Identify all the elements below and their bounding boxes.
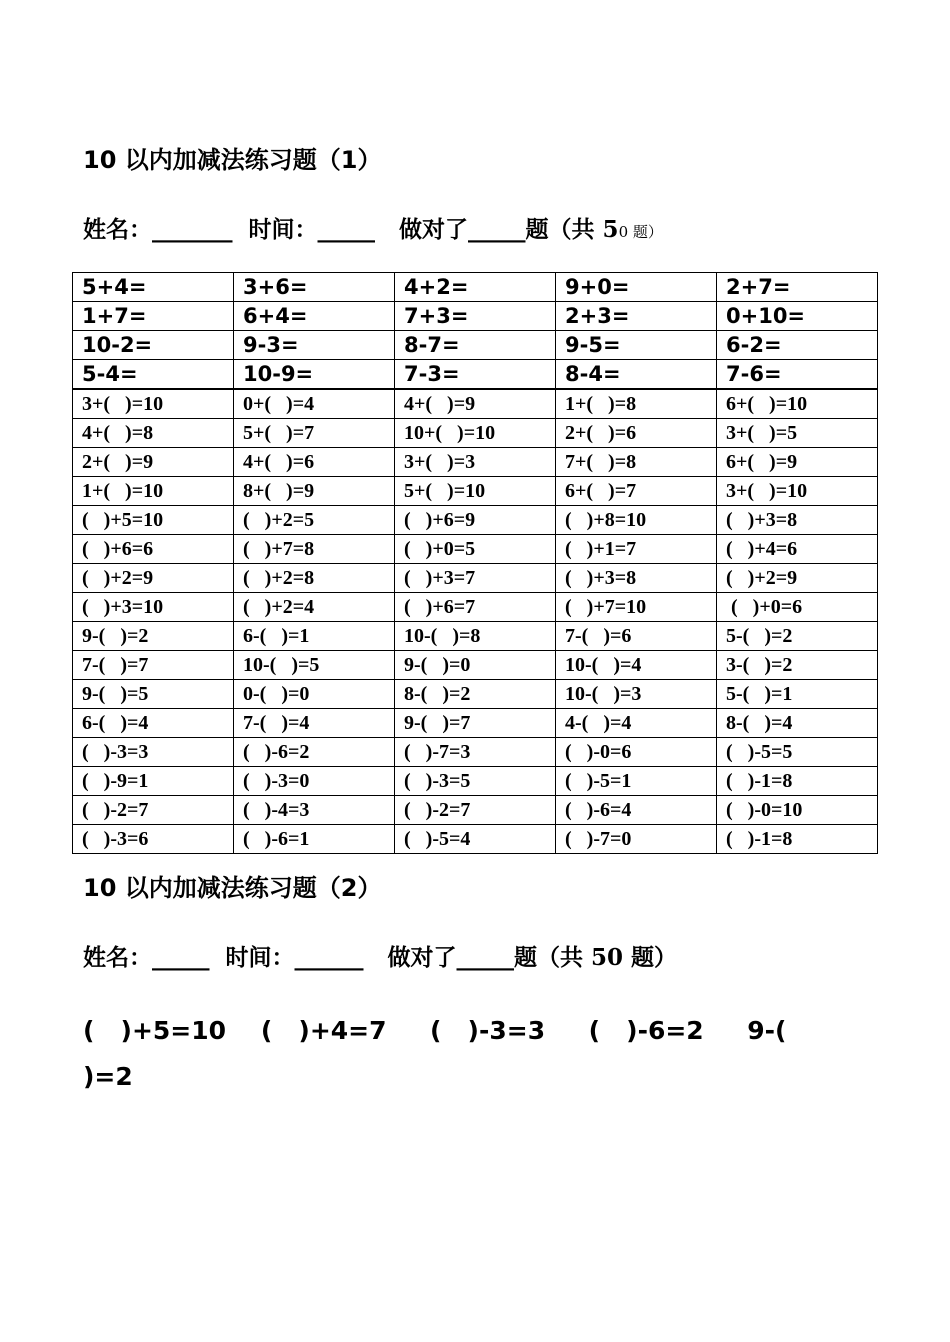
exercise-cell: ( )+2=8 bbox=[234, 564, 395, 593]
table-row bbox=[73, 622, 878, 651]
exercise-cell: ( )+0=5 bbox=[395, 535, 556, 564]
exercise-cell: 10-2= bbox=[73, 331, 234, 360]
exercise-cell: ( )-9=1 bbox=[73, 767, 234, 796]
exercise-cell: ( )+2=5 bbox=[234, 506, 395, 535]
table-row bbox=[73, 448, 878, 477]
exercise-cell: ( )-4=3 bbox=[234, 796, 395, 825]
exercise-cell: ( )+5=10 bbox=[73, 506, 234, 535]
table-row bbox=[73, 738, 878, 767]
table-row bbox=[73, 535, 878, 564]
exercise-cell: 7+( )=8 bbox=[556, 448, 717, 477]
exercise-cell: ( )-7=0 bbox=[556, 825, 717, 854]
exercise-cell: 2+( )=9 bbox=[73, 448, 234, 477]
exercise-cell: 4-( )=4 bbox=[556, 709, 717, 738]
exercise-cell: 0+10= bbox=[717, 302, 878, 331]
section1-info-line bbox=[83, 215, 663, 247]
exercise-cell: 10-( )=3 bbox=[556, 680, 717, 709]
exercise-cell: ( )-3=0 bbox=[234, 767, 395, 796]
table-row bbox=[73, 709, 878, 738]
exercise-cell: 7+3= bbox=[395, 302, 556, 331]
exercise-cell: 9-3= bbox=[234, 331, 395, 360]
exercise-cell: 6-2= bbox=[717, 331, 878, 360]
exercise-cell: 10+( )=10 bbox=[395, 419, 556, 448]
exercise-cell: 6+( )=10 bbox=[717, 389, 878, 419]
exercise-cell: 7-3= bbox=[395, 360, 556, 390]
exercise-cell: 8-7= bbox=[395, 331, 556, 360]
exercise-cell: ( )-6=1 bbox=[234, 825, 395, 854]
exercise-cell: ( )+2=9 bbox=[717, 564, 878, 593]
exercise-cell: 6+( )=7 bbox=[556, 477, 717, 506]
table-row bbox=[73, 593, 878, 622]
table-row bbox=[73, 680, 878, 709]
section1-title-end: ） bbox=[357, 145, 382, 174]
exercise-cell: 0-( )=0 bbox=[234, 680, 395, 709]
exercise-cell: 9-( )=7 bbox=[395, 709, 556, 738]
exercise-cell: ( )-0=6 bbox=[556, 738, 717, 767]
exercise-cell: 5+4= bbox=[73, 273, 234, 302]
exercise-cell: 6+( )=9 bbox=[717, 448, 878, 477]
exercise-cell: ( )-0=10 bbox=[717, 796, 878, 825]
exercise-cell: ( )+3=8 bbox=[717, 506, 878, 535]
exercise-cell: 5+( )=10 bbox=[395, 477, 556, 506]
exercise-cell: ( )+4=6 bbox=[717, 535, 878, 564]
exercise-cell: ( )-3=6 bbox=[73, 825, 234, 854]
table-row bbox=[73, 331, 878, 360]
section1-title-index: 1 bbox=[340, 146, 358, 174]
exercise-cell: 7-( )=4 bbox=[234, 709, 395, 738]
exercise-cell: 6-( )=4 bbox=[73, 709, 234, 738]
exercise-cell: ( )+7=10 bbox=[556, 593, 717, 622]
section2-title-index: 2 bbox=[340, 874, 358, 902]
exercise-table-body bbox=[73, 273, 878, 854]
exercise-cell: 2+3= bbox=[556, 302, 717, 331]
table-row bbox=[73, 477, 878, 506]
exercise-cell: ( )+1=7 bbox=[556, 535, 717, 564]
section1-info-text: 姓名：_______ 时间：_____ 做对了_____题（共 5 bbox=[83, 216, 619, 243]
exercise-cell: 8-( )=2 bbox=[395, 680, 556, 709]
exercise-cell: 8-( )=4 bbox=[717, 709, 878, 738]
exercise-cell: ( )-1=8 bbox=[717, 825, 878, 854]
exercise-cell: 9-5= bbox=[556, 331, 717, 360]
exercise-cell: 1+( )=8 bbox=[556, 389, 717, 419]
table-row bbox=[73, 651, 878, 680]
exercise-cell: ( )+6=9 bbox=[395, 506, 556, 535]
section2-info-line bbox=[83, 943, 677, 973]
exercise-cell: 7-( )=6 bbox=[556, 622, 717, 651]
section2-exercise-items: ( )+5=10 ( )+4=7 ( )-3=3 ( )-6=2 9-( )=2 bbox=[83, 1016, 813, 1091]
section1-info-small: 0 题） bbox=[618, 223, 663, 241]
exercise-cell: ( )+6=7 bbox=[395, 593, 556, 622]
exercise-cell: 2+( )=6 bbox=[556, 419, 717, 448]
exercise-cell: 10-( )=4 bbox=[556, 651, 717, 680]
exercise-cell: 0+( )=4 bbox=[234, 389, 395, 419]
table-row bbox=[73, 796, 878, 825]
exercise-cell: 2+7= bbox=[717, 273, 878, 302]
exercise-cell: 9-( )=2 bbox=[73, 622, 234, 651]
exercise-cell: 9-( )=0 bbox=[395, 651, 556, 680]
section1-title-text: 以内加减法练习题（ bbox=[124, 145, 341, 174]
table-row bbox=[73, 389, 878, 419]
exercise-cell: 3-( )=2 bbox=[717, 651, 878, 680]
exercise-cell: ( )-5=1 bbox=[556, 767, 717, 796]
exercise-cell: ( )-6=4 bbox=[556, 796, 717, 825]
table-row bbox=[73, 506, 878, 535]
exercise-cell: ( )+7=8 bbox=[234, 535, 395, 564]
exercise-cell: ( )-2=7 bbox=[395, 796, 556, 825]
exercise-cell: 3+( )=5 bbox=[717, 419, 878, 448]
table-row bbox=[73, 564, 878, 593]
table-row bbox=[73, 273, 878, 302]
exercise-cell: ( )+3=10 bbox=[73, 593, 234, 622]
exercise-cell: 8+( )=9 bbox=[234, 477, 395, 506]
exercise-cell: ( )-5=5 bbox=[717, 738, 878, 767]
exercise-cell: ( )+2=9 bbox=[73, 564, 234, 593]
section2-info-text: 姓名：_____ 时间：______ 做对了_____题（共 50 题） bbox=[83, 944, 678, 971]
exercise-cell: ( )+3=8 bbox=[556, 564, 717, 593]
exercise-cell: ( )+8=10 bbox=[556, 506, 717, 535]
exercise-cell: 6-( )=1 bbox=[234, 622, 395, 651]
table-row bbox=[73, 360, 878, 390]
exercise-cell: 9+0= bbox=[556, 273, 717, 302]
exercise-cell: 7-( )=7 bbox=[73, 651, 234, 680]
exercise-cell: 9-( )=5 bbox=[73, 680, 234, 709]
exercise-table bbox=[72, 272, 878, 854]
section2-title bbox=[83, 873, 381, 903]
table-row bbox=[73, 419, 878, 448]
exercise-cell: ( )+0=6 bbox=[717, 593, 878, 622]
exercise-cell: 8-4= bbox=[556, 360, 717, 390]
exercise-cell: 3+( )=10 bbox=[717, 477, 878, 506]
table-row bbox=[73, 825, 878, 854]
exercise-cell: ( )-6=2 bbox=[234, 738, 395, 767]
exercise-cell: 4+( )=8 bbox=[73, 419, 234, 448]
exercise-cell: 3+6= bbox=[234, 273, 395, 302]
exercise-cell: 6+4= bbox=[234, 302, 395, 331]
exercise-cell: 5+( )=7 bbox=[234, 419, 395, 448]
exercise-cell: 5-( )=1 bbox=[717, 680, 878, 709]
exercise-cell: 1+7= bbox=[73, 302, 234, 331]
exercise-cell: ( )-2=7 bbox=[73, 796, 234, 825]
table-row bbox=[73, 767, 878, 796]
exercise-cell: ( )+3=7 bbox=[395, 564, 556, 593]
exercise-cell: 10-( )=5 bbox=[234, 651, 395, 680]
exercise-cell: 3+( )=3 bbox=[395, 448, 556, 477]
exercise-cell: ( )-7=3 bbox=[395, 738, 556, 767]
exercise-cell: 10-9= bbox=[234, 360, 395, 390]
exercise-cell: 4+( )=9 bbox=[395, 389, 556, 419]
exercise-cell: ( )-1=8 bbox=[717, 767, 878, 796]
exercise-cell: 4+2= bbox=[395, 273, 556, 302]
exercise-cell: ( )-5=4 bbox=[395, 825, 556, 854]
table-row bbox=[73, 302, 878, 331]
section2-title-number: 10 bbox=[83, 874, 117, 902]
exercise-cell: 5-( )=2 bbox=[717, 622, 878, 651]
section1-title bbox=[83, 145, 381, 175]
section2-title-text: 以内加减法练习题（ bbox=[124, 873, 341, 902]
exercise-cell: ( )-3=5 bbox=[395, 767, 556, 796]
exercise-cell: ( )-3=3 bbox=[73, 738, 234, 767]
exercise-cell: ( )+2=4 bbox=[234, 593, 395, 622]
exercise-cell: 10-( )=8 bbox=[395, 622, 556, 651]
exercise-cell: 5-4= bbox=[73, 360, 234, 390]
exercise-cell: 1+( )=10 bbox=[73, 477, 234, 506]
section2-title-end: ） bbox=[357, 873, 382, 902]
section1-title-number: 10 bbox=[83, 146, 117, 174]
exercise-cell: 3+( )=10 bbox=[73, 389, 234, 419]
exercise-cell: ( )+6=6 bbox=[73, 535, 234, 564]
exercise-cell: 7-6= bbox=[717, 360, 878, 390]
exercise-cell: 4+( )=6 bbox=[234, 448, 395, 477]
